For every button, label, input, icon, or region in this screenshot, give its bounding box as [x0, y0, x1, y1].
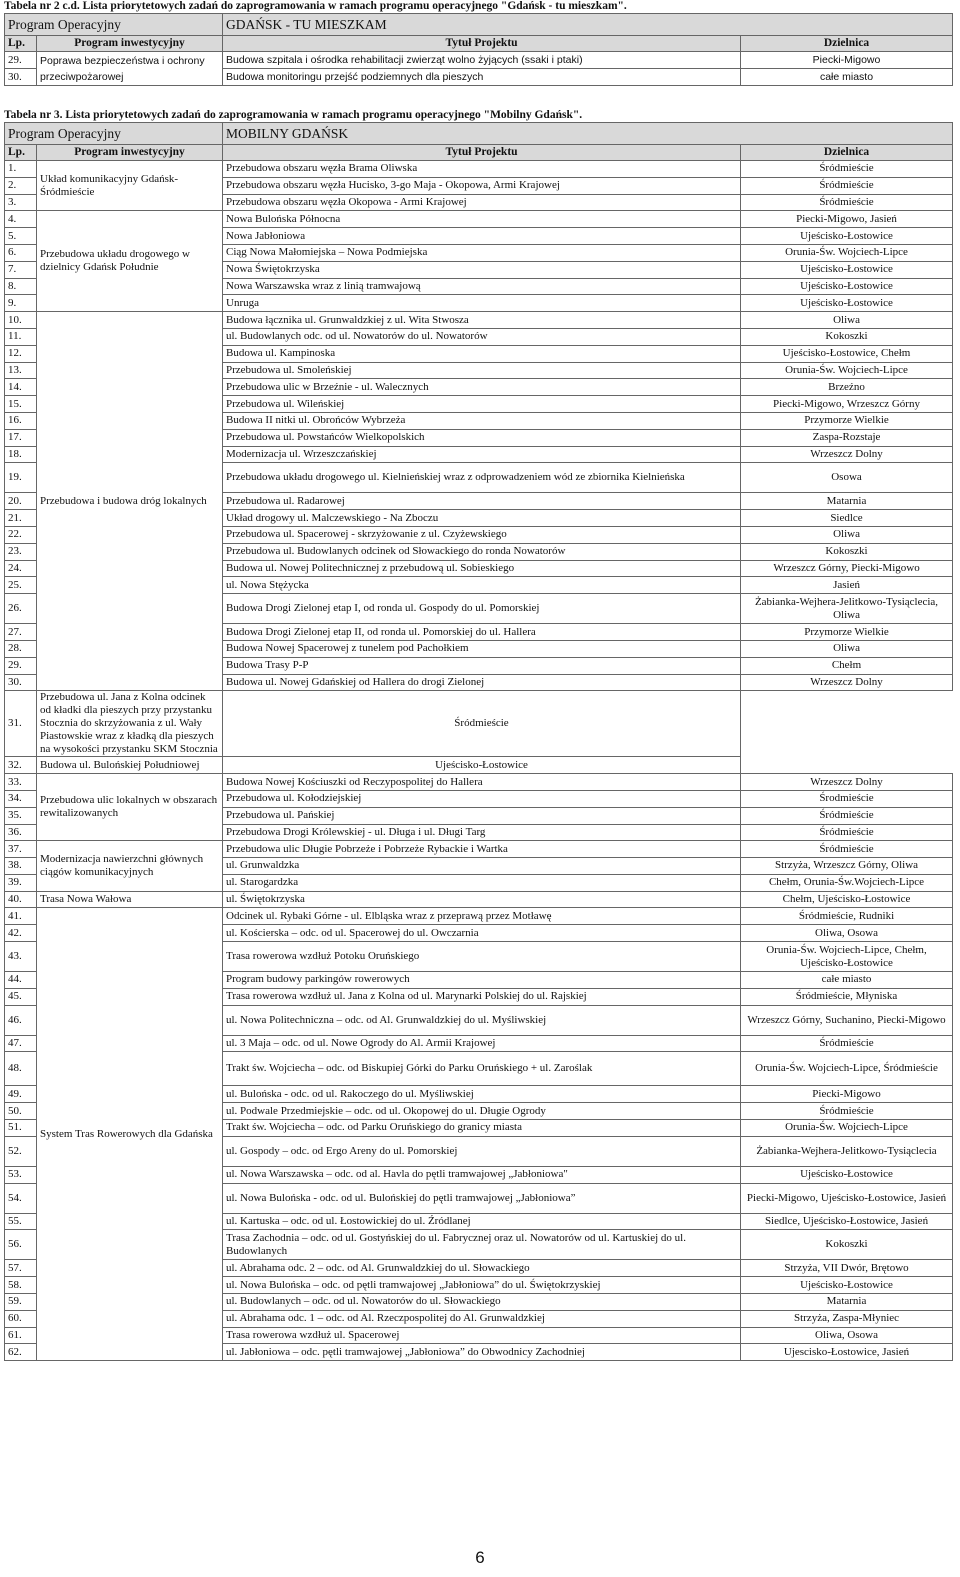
row-lp: 46.	[5, 1005, 37, 1035]
row-lp: 29.	[5, 52, 37, 69]
row-title: Nowa Bulońska Północna	[223, 211, 741, 228]
table2	[4, 13, 953, 86]
row-district: Chełm	[741, 657, 953, 674]
row-lp: 13.	[5, 362, 37, 379]
row-lp: 28.	[5, 640, 37, 657]
program-group: Przebudowa układu drogowego w dzielnicy Gdańsk Południe	[37, 211, 223, 312]
row-title: Przebudowa układu drogowego ul. Kielnieńskiej wraz z odprowadzeniem wód ze zbiornika Kielnieńska	[223, 463, 741, 493]
row-title: Układ drogowy ul. Malczewskiego - Na Zboczu	[223, 510, 741, 527]
row-title: Budowa ul. Bulońskiej Południowej	[37, 757, 223, 774]
row-district: Śródmieście, Młyniska	[741, 988, 953, 1005]
header-title: Tytuł Projektu	[223, 145, 741, 161]
row-lp: 30.	[5, 674, 37, 691]
row-title: Trasa rowerowa wzdłuż ul. Spacerowej	[223, 1327, 741, 1344]
row-district: Śródmieście	[223, 691, 741, 757]
row-district: Śródmieście	[741, 841, 953, 858]
row-lp: 59.	[5, 1294, 37, 1311]
row-title: ul. 3 Maja – odc. od ul. Nowe Ogrody do Al. Armii Krajowej	[223, 1035, 741, 1052]
row-title: Budowa Trasy P-P	[223, 657, 741, 674]
row-lp: 36.	[5, 824, 37, 841]
row-title: ul. Świętokrzyska	[223, 891, 741, 908]
row-title: Program budowy parkingów rowerowych	[223, 972, 741, 989]
row-title: Budowa szpitala i ośrodka rehabilitacji zwierząt wolno żyjących (ssaki i ptaki)	[223, 52, 741, 69]
program-name: MOBILNY GDAŃSK	[223, 123, 953, 145]
table2-program-row	[5, 14, 953, 36]
row-district: Siedlce, Ujeścisko-Łostowice, Jasień	[741, 1213, 953, 1230]
row-lp: 61.	[5, 1327, 37, 1344]
row-lp: 10.	[5, 312, 37, 329]
row-title: Przebudowa ul. Radarowej	[223, 493, 741, 510]
table2-header-row	[5, 36, 953, 52]
program-group: Przebudowa ulic lokalnych w obszarach rewitalizowanych	[37, 774, 223, 841]
row-district: Piecki-Migowo, Jasień	[741, 211, 953, 228]
row-lp: 60.	[5, 1310, 37, 1327]
row-district: Śródmieście	[741, 177, 953, 194]
row-district: Śródmieście	[741, 194, 953, 211]
row-lp: 53.	[5, 1166, 37, 1183]
row-lp: 31.	[5, 691, 37, 757]
table-row	[5, 891, 953, 908]
row-lp: 56.	[5, 1230, 37, 1260]
table-row	[5, 691, 953, 757]
row-district: Wrzeszcz Górny, Piecki-Migowo	[741, 560, 953, 577]
row-district: Piecki-Migowo	[741, 52, 953, 69]
row-title: ul. Abrahama odc. 2 – odc. od Al. Grunwaldzkiej do ul. Słowackiego	[223, 1260, 741, 1277]
row-title: Przebudowa obszaru węzła Okopowa - Armi Krajowej	[223, 194, 741, 211]
row-lp: 23.	[5, 543, 37, 560]
row-lp: 19.	[5, 463, 37, 493]
row-district: Żabianka-Wejhera-Jelitkowo-Tysiąclecia	[741, 1136, 953, 1166]
row-title: Budowa ul. Nowej Gdańskiej od Hallera do drogi Zielonej	[223, 674, 741, 691]
row-lp: 18.	[5, 446, 37, 463]
row-title: ul. Kościerska – odc. od ul. Spacerowej do ul. Owczarnia	[223, 925, 741, 942]
row-district: Chełm, Ujeścisko-Łostowice	[741, 891, 953, 908]
row-title: ul. Gospody – odc. od Ergo Areny do ul. Pomorskiej	[223, 1136, 741, 1166]
row-district: Ujeścisko-Łostowice, Chełm	[741, 345, 953, 362]
row-title: Modernizacja ul. Wrzeszczańskiej	[223, 446, 741, 463]
row-district: Oliwa	[741, 312, 953, 329]
row-district: Środmieście	[741, 790, 953, 807]
row-district: Brzeźno	[741, 379, 953, 396]
row-title: Trasa rowerowa wzdłuż Potoku Oruńskiego	[223, 942, 741, 972]
row-district: Piecki-Migowo, Ujeścisko-Łostowice, Jasień	[741, 1183, 953, 1213]
row-lp: 37.	[5, 841, 37, 858]
row-district: Oliwa	[741, 526, 953, 543]
row-lp: 52.	[5, 1136, 37, 1166]
row-lp: 41.	[5, 908, 37, 925]
row-lp: 17.	[5, 429, 37, 446]
row-title: Trasa rowerowa wzdłuż ul. Jana z Kolna od ul. Marynarki Polskiej do ul. Rajskiej	[223, 988, 741, 1005]
row-title: Trakt św. Wojciecha – odc. od Parku Oruńskiego do granicy miasta	[223, 1120, 741, 1137]
header-lp: Lp.	[5, 145, 37, 161]
header-lp: Lp.	[5, 36, 37, 52]
row-district: Ujeścisko-Łostowice	[741, 278, 953, 295]
row-lp: 39.	[5, 874, 37, 891]
row-title: Przebudowa ul. Powstańców Wielkopolskich	[223, 429, 741, 446]
row-lp: 16.	[5, 412, 37, 429]
row-district: Śródmieście	[741, 161, 953, 178]
row-district: Strzyża, Wrzeszcz Górny, Oliwa	[741, 858, 953, 875]
row-district: Oliwa, Osowa	[741, 1327, 953, 1344]
row-title: Ciąg Nowa Małomiejska – Nowa Podmiejska	[223, 244, 741, 261]
row-title: ul. Nowa Stężycka	[223, 577, 741, 594]
row-district: Ujeścisko-Łostowice	[741, 295, 953, 312]
row-lp: 9.	[5, 295, 37, 312]
row-district: Orunia-Św. Wojciech-Lipce, Chełm, Ujeścisko-Łostowice	[741, 942, 953, 972]
row-lp: 26.	[5, 594, 37, 624]
header-program: Program inwestycyjny	[37, 145, 223, 161]
row-district: całe miasto	[741, 69, 953, 86]
row-district: Kokoszki	[741, 328, 953, 345]
row-title: ul. Budowlanych – odc. od ul. Nowatorów do ul. Słowackiego	[223, 1294, 741, 1311]
row-district: Śródmieście, Rudniki	[741, 908, 953, 925]
row-title: Przebudowa Drogi Królewskiej - ul. Długa i ul. Długi Targ	[223, 824, 741, 841]
row-district: Wrzeszcz Dolny	[741, 674, 953, 691]
program-label: Program Operacyjny	[5, 123, 223, 145]
row-title: ul. Grunwaldzka	[223, 858, 741, 875]
row-title: Przebudowa ul. Smoleńskiej	[223, 362, 741, 379]
row-title: Budowa ul. Nowej Politechnicznej z przebudową ul. Sobieskiego	[223, 560, 741, 577]
row-district: Siedlce	[741, 510, 953, 527]
header-program: Program inwestycyjny	[37, 36, 223, 52]
header-title: Tytuł Projektu	[223, 36, 741, 52]
row-district: Żabianka-Wejhera-Jelitkowo-Tysiąclecia, Oliwa	[741, 594, 953, 624]
row-title: Budowa Nowej Spacerowej z tunelem pod Pachołkiem	[223, 640, 741, 657]
table3-program-row	[5, 123, 953, 145]
row-district: Orunia-Św. Wojciech-Lipce	[741, 362, 953, 379]
row-title: ul. Nowa Warszawska – odc. od al. Havla do pętli tramwajowej „Jabłoniowa"	[223, 1166, 741, 1183]
row-lp: 25.	[5, 577, 37, 594]
row-title: Przebudowa obszaru węzła Brama Oliwska	[223, 161, 741, 178]
row-title: Nowa Jabłoniowa	[223, 228, 741, 245]
row-lp: 48.	[5, 1052, 37, 1086]
row-title: ul. Kartuska – odc. od ul. Łostowickiej do ul. Źródlanej	[223, 1213, 741, 1230]
row-district: Zaspa-Rozstaje	[741, 429, 953, 446]
row-district: Orunia-Św. Wojciech-Lipce	[741, 244, 953, 261]
row-lp: 29.	[5, 657, 37, 674]
row-lp: 33.	[5, 774, 37, 791]
row-title: Unruga	[223, 295, 741, 312]
row-lp: 24.	[5, 560, 37, 577]
table3	[4, 122, 953, 1361]
table-row	[5, 52, 953, 69]
row-district: Ujescisko-Łostowice, Jasień	[741, 1344, 953, 1361]
table3-caption: Tabela nr 3. Lista priorytetowych zadań do zaprogramowania w ramach programu operacyjnego "Mobilny Gdańsk".	[4, 109, 583, 121]
table3-header-row	[5, 145, 953, 161]
row-lp: 15.	[5, 396, 37, 413]
row-title: Przebudowa ul. Wileńskiej	[223, 396, 741, 413]
row-district: Ujeścisko-Łostowice	[223, 757, 741, 774]
row-title: Budowa Nowej Kościuszki od Reczypospolitej do Hallera	[223, 774, 741, 791]
row-title: ul. Abrahama odc. 1 – odc. od Al. Rzeczpospolitej do Al. Grunwaldzkiej	[223, 1310, 741, 1327]
row-lp: 3.	[5, 194, 37, 211]
program-group: Przebudowa i budowa dróg lokalnych	[37, 312, 223, 691]
row-lp: 38.	[5, 858, 37, 875]
row-title: Budowa Drogi Zielonej etap I, od ronda ul. Gospody do ul. Pomorskiej	[223, 594, 741, 624]
row-lp: 1.	[5, 161, 37, 178]
row-lp: 58.	[5, 1277, 37, 1294]
row-district: Orunia-Św. Wojciech-Lipce	[741, 1120, 953, 1137]
row-title: Odcinek ul. Rybaki Górne - ul. Elbląska wraz z przeprawą przez Motławę	[223, 908, 741, 925]
row-lp: 49.	[5, 1086, 37, 1103]
table-row	[5, 774, 953, 791]
row-district: Matarnia	[741, 1294, 953, 1311]
row-lp: 8.	[5, 278, 37, 295]
row-lp: 44.	[5, 972, 37, 989]
row-district: Śródmieście	[741, 1035, 953, 1052]
row-title: Przebudowa ul. Pańskiej	[223, 807, 741, 824]
row-title: Nowa Warszawska wraz z linią tramwajową	[223, 278, 741, 295]
row-district: Oliwa, Osowa	[741, 925, 953, 942]
row-title: ul. Nowa Bulońska – odc. od pętli tramwajowej „Jabłoniowa” do ul. Świętokrzyskiej	[223, 1277, 741, 1294]
row-district: Przymorze Wielkie	[741, 412, 953, 429]
row-district: Piecki-Migowo, Wrzeszcz Górny	[741, 396, 953, 413]
row-title: ul. Podwale Przedmiejskie – odc. od ul. Okopowej do ul. Długie Ogrody	[223, 1103, 741, 1120]
row-title: ul. Nowa Politechniczna – odc. od Al. Grunwaldzkiej do ul. Myśliwskiej	[223, 1005, 741, 1035]
row-district: Piecki-Migowo	[741, 1086, 953, 1103]
row-lp: 20.	[5, 493, 37, 510]
row-district: Kokoszki	[741, 1230, 953, 1260]
row-lp: 27.	[5, 624, 37, 641]
row-lp: 35.	[5, 807, 37, 824]
row-lp: 43.	[5, 942, 37, 972]
row-district: Śródmieście	[741, 807, 953, 824]
row-title: ul. Nowa Bulońska - odc. od ul. Bulońskiej do pętli tramwajowej „Jabłoniowa”	[223, 1183, 741, 1213]
header-district: Dzielnica	[741, 36, 953, 52]
row-lp: 7.	[5, 261, 37, 278]
row-title: Przebudowa ulic w Brzeźnie - ul. Walecznych	[223, 379, 741, 396]
row-district: Jasień	[741, 577, 953, 594]
row-lp: 57.	[5, 1260, 37, 1277]
row-title: Przebudowa ul. Jana z Kolna odcinek od kładki dla pieszych przy przystanku Stocznia do skrzyżowania z ul. Wały Piastowskie wraz z kładką dla pieszych na wysokości przystanku SKM Stocznia	[37, 691, 223, 757]
row-district: Orunia-Św. Wojciech-Lipce, Śródmieście	[741, 1052, 953, 1086]
row-lp: 12.	[5, 345, 37, 362]
row-title: Przebudowa ul. Kołodziejskiej	[223, 790, 741, 807]
row-district: Kokoszki	[741, 543, 953, 560]
row-title: Budowa łącznika ul. Grunwaldzkiej z ul. Wita Stwosza	[223, 312, 741, 329]
row-district: całe miasto	[741, 972, 953, 989]
row-lp: 5.	[5, 228, 37, 245]
row-lp: 30.	[5, 69, 37, 86]
row-title: Budowa Drogi Zielonej etap II, od ronda ul. Pomorskiej do ul. Hallera	[223, 624, 741, 641]
table-row	[5, 161, 953, 178]
row-title: Nowa Świętokrzyska	[223, 261, 741, 278]
row-title: ul. Bulońska - odc. od ul. Rakoczego do ul. Myśliwskiej	[223, 1086, 741, 1103]
row-lp: 55.	[5, 1213, 37, 1230]
table-row	[5, 211, 953, 228]
program-group: Modernizacja nawierzchni głównych ciągów komunikacyjnych	[37, 841, 223, 891]
row-title: Trakt św. Wojciecha – odc. od Biskupiej Górki do Parku Oruńskiego + ul. Zaroślak	[223, 1052, 741, 1086]
page-number: 6	[475, 1548, 485, 1567]
row-lp: 14.	[5, 379, 37, 396]
row-district: Wrzeszcz Górny, Suchanino, Piecki-Migowo	[741, 1005, 953, 1035]
table-row	[5, 841, 953, 858]
row-title: ul. Starogardzka	[223, 874, 741, 891]
row-district: Oliwa	[741, 640, 953, 657]
row-title: Przebudowa ul. Budowlanych odcinek od Słowackiego do ronda Nowatorów	[223, 543, 741, 560]
row-district: Wrzeszcz Dolny	[741, 774, 953, 791]
row-title: ul. Budowlanych odc. od ul. Nowatorów do ul. Nowatorów	[223, 328, 741, 345]
row-lp: 51.	[5, 1120, 37, 1137]
row-district: Ujeścisko-Łostowice	[741, 1166, 953, 1183]
program-group: System Tras Rowerowych dla Gdańska	[37, 908, 223, 1361]
row-district: Strzyża, VII Dwór, Brętowo	[741, 1260, 953, 1277]
row-district: Ujeścisko-Łostowice	[741, 261, 953, 278]
row-lp: 47.	[5, 1035, 37, 1052]
row-district: Ujeścisko-Łostowice	[741, 228, 953, 245]
row-title: Przebudowa ulic Długie Pobrzeże i Pobrzeże Rybackie i Wartka	[223, 841, 741, 858]
row-district: Śródmieście	[741, 1103, 953, 1120]
row-district: Wrzeszcz Dolny	[741, 446, 953, 463]
row-district: Osowa	[741, 463, 953, 493]
table-row	[5, 312, 953, 329]
program-group: Poprawa bezpieczeństwa i ochrony przeciwpożarowej	[37, 52, 223, 86]
row-district: Śródmieście	[741, 824, 953, 841]
program-group: Trasa Nowa Wałowa	[37, 891, 223, 908]
row-title: Budowa monitoringu przejść podziemnych dla pieszych	[223, 69, 741, 86]
table-row	[5, 757, 953, 774]
table-row	[5, 908, 953, 925]
row-lp: 4.	[5, 211, 37, 228]
row-lp: 54.	[5, 1183, 37, 1213]
row-lp: 22.	[5, 526, 37, 543]
table2-caption: Tabela nr 2 c.d. Lista priorytetowych zadań do zaprogramowania w ramach programu operacyjnego "Gdańsk - tu mieszkam".	[4, 0, 627, 12]
program-name: GDAŃSK - TU MIESZKAM	[223, 14, 953, 36]
row-lp: 11.	[5, 328, 37, 345]
row-district: Przymorze Wielkie	[741, 624, 953, 641]
row-lp: 45.	[5, 988, 37, 1005]
row-lp: 42.	[5, 925, 37, 942]
row-title: Budowa II nitki ul. Obrońców Wybrzeża	[223, 412, 741, 429]
row-lp: 2.	[5, 177, 37, 194]
row-title: ul. Jabłoniowa – odc. pętli tramwajowej „Jabłoniowa” do Obwodnicy Zachodniej	[223, 1344, 741, 1361]
row-lp: 6.	[5, 244, 37, 261]
row-title: Budowa ul. Kampinoska	[223, 345, 741, 362]
row-district: Chełm, Orunia-Św.Wojciech-Lipce	[741, 874, 953, 891]
row-district: Matarnia	[741, 493, 953, 510]
row-lp: 34.	[5, 790, 37, 807]
row-lp: 50.	[5, 1103, 37, 1120]
row-district: Strzyża, Zaspa-Młyniec	[741, 1310, 953, 1327]
program-label: Program Operacyjny	[5, 14, 223, 36]
row-title: Trasa Zachodnia – odc. od ul. Gostyńskiej do ul. Fabrycznej oraz ul. Nowatorów od ul. Kartuskiej do ul. Budowlanych	[223, 1230, 741, 1260]
program-group: Układ komunikacyjny Gdańsk-Śródmieście	[37, 161, 223, 211]
row-lp: 21.	[5, 510, 37, 527]
row-lp: 32.	[5, 757, 37, 774]
row-district: Ujeścisko-Łostowice	[741, 1277, 953, 1294]
row-title: Przebudowa obszaru węzła Hucisko, 3-go Maja - Okopowa, Armi Krajowej	[223, 177, 741, 194]
row-title: Przebudowa ul. Spacerowej - skrzyżowanie z ul. Czyżewskiego	[223, 526, 741, 543]
row-lp: 62.	[5, 1344, 37, 1361]
row-lp: 40.	[5, 891, 37, 908]
header-district: Dzielnica	[741, 145, 953, 161]
